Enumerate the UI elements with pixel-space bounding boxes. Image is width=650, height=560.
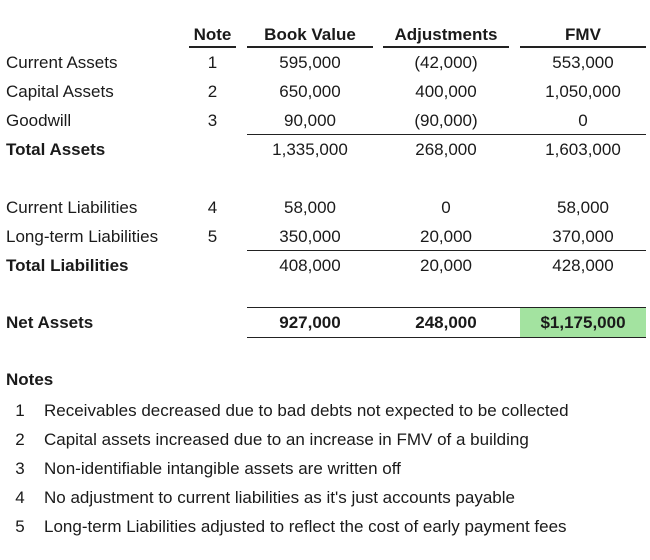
row-book-value: 1,335,000 — [272, 140, 348, 159]
row-book-value: 350,000 — [279, 227, 341, 246]
row-note: 5 — [207, 227, 218, 246]
note-number: 3 — [15, 459, 25, 478]
note-text: Long-term Liabilities adjusted to reflect the cost of early payment fees — [44, 517, 567, 536]
row-note: 2 — [207, 82, 218, 101]
row-fmv: 0 — [578, 111, 588, 130]
table-row — [0, 48, 650, 77]
row-label: Total Assets — [6, 140, 106, 159]
row-adjustments: (90,000) — [414, 111, 478, 130]
row-book-value: 90,000 — [284, 111, 336, 130]
row-label: Current Assets — [6, 53, 118, 72]
row-adjustments: (42,000) — [414, 53, 478, 72]
note-text: Receivables decreased due to bad debts not expected to be collected — [44, 401, 569, 420]
table-row — [0, 193, 650, 222]
row-book-value: 927,000 — [279, 313, 341, 332]
row-adjustments: 248,000 — [415, 313, 477, 332]
header-fmv: FMV — [520, 20, 646, 48]
row-adjustments: 20,000 — [420, 227, 472, 246]
row-fmv: 370,000 — [552, 227, 614, 246]
row-note: 1 — [207, 53, 218, 72]
table-row — [0, 106, 650, 135]
row-label: Capital Assets — [6, 82, 114, 101]
row-adjustments: 0 — [441, 198, 451, 217]
row-book-value: 650,000 — [279, 82, 341, 101]
table-row — [0, 77, 650, 106]
row-fmv: 1,050,000 — [545, 82, 621, 101]
net-assets-row — [0, 308, 650, 337]
row-book-value: 595,000 — [279, 53, 341, 72]
note-text: No adjustment to current liabilities as it's just accounts payable — [44, 488, 515, 507]
table-row — [0, 222, 650, 251]
row-fmv: 1,603,000 — [545, 140, 621, 159]
notes-title: Notes — [6, 370, 54, 389]
row-label: Long-term Liabilities — [6, 227, 159, 246]
net-assets-bottom-rule — [247, 337, 646, 338]
note-item — [0, 454, 650, 483]
note-number: 1 — [15, 401, 25, 420]
row-fmv: 553,000 — [552, 53, 614, 72]
row-label: Current Liabilities — [6, 198, 138, 217]
row-fmv: 428,000 — [552, 256, 614, 275]
note-item — [0, 483, 650, 512]
row-book-value: 58,000 — [284, 198, 336, 217]
note-item — [0, 512, 650, 541]
row-label: Net Assets — [6, 313, 94, 332]
note-number: 4 — [15, 488, 25, 507]
note-text: Non-identifiable intangible assets are written off — [44, 459, 401, 478]
header-note: Note — [189, 20, 236, 48]
note-text: Capital assets increased due to an increase in FMV of a building — [44, 430, 529, 449]
note-number: 2 — [15, 430, 25, 449]
note-item — [0, 425, 650, 454]
row-fmv: 58,000 — [557, 198, 609, 217]
note-number: 5 — [15, 517, 25, 536]
row-adjustments: 400,000 — [415, 82, 477, 101]
row-label: Goodwill — [6, 111, 72, 130]
row-adjustments: 20,000 — [420, 256, 472, 275]
header-book-value: Book Value — [247, 20, 373, 48]
net-assets-fmv-highlight: $1,175,000 — [520, 308, 646, 337]
row-label: Total Liabilities — [6, 256, 129, 275]
row-adjustments: 268,000 — [415, 140, 477, 159]
table-header-row — [0, 20, 650, 49]
total-assets-row — [0, 135, 650, 164]
note-item — [0, 396, 650, 425]
row-note: 4 — [207, 198, 218, 217]
header-adjustments: Adjustments — [383, 20, 509, 48]
total-liabilities-row — [0, 251, 650, 280]
row-book-value: 408,000 — [279, 256, 341, 275]
row-note: 3 — [207, 111, 218, 130]
